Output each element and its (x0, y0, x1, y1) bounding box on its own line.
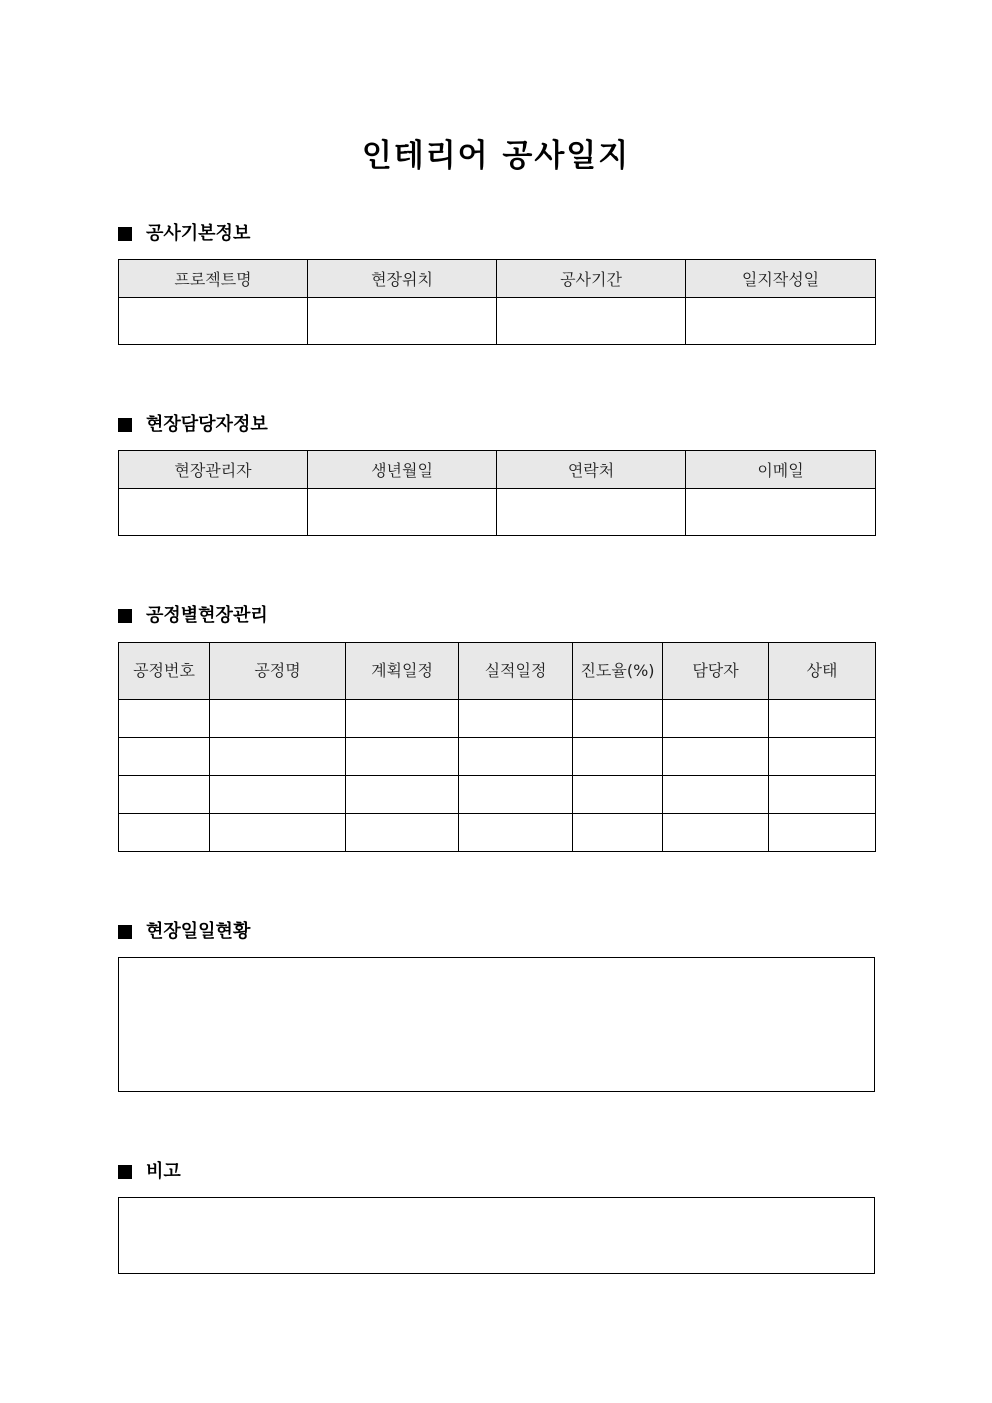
table-cell[interactable] (346, 700, 459, 738)
section-heading-basic-info (118, 222, 250, 246)
section-heading-label: 현장담당자정보 (146, 414, 268, 435)
cell-birth-date[interactable] (308, 489, 497, 536)
table-cell[interactable] (119, 776, 210, 814)
table-cell[interactable] (769, 814, 876, 852)
header-site-location: 현장위치 (308, 260, 497, 298)
header-status: 상태 (769, 643, 876, 700)
section-heading-daily-status (118, 920, 250, 944)
manager-info-table (118, 450, 876, 536)
black-square-icon (118, 418, 132, 432)
header-planned-schedule: 계획일정 (346, 643, 459, 700)
table-cell[interactable] (573, 700, 663, 738)
header-birth-date: 생년월일 (308, 451, 497, 489)
table-row (119, 776, 876, 814)
table-cell[interactable] (119, 814, 210, 852)
basic-info-table (118, 259, 876, 345)
black-square-icon (118, 227, 132, 241)
table-cell[interactable] (663, 738, 769, 776)
table-cell[interactable] (769, 738, 876, 776)
daily-status-box[interactable] (118, 957, 875, 1092)
table-cell[interactable] (663, 700, 769, 738)
table-row (119, 738, 876, 776)
cell-contact[interactable] (497, 489, 686, 536)
table-header-row (119, 260, 876, 298)
table-cell[interactable] (210, 814, 346, 852)
cell-project-name[interactable] (119, 298, 308, 345)
header-process-name: 공정명 (210, 643, 346, 700)
section-heading-label: 비고 (146, 1161, 181, 1182)
table-cell[interactable] (346, 814, 459, 852)
table-cell[interactable] (459, 776, 573, 814)
table-row (119, 814, 876, 852)
cell-email[interactable] (686, 489, 876, 536)
black-square-icon (118, 1165, 132, 1179)
cell-site-manager[interactable] (119, 489, 308, 536)
table-cell[interactable] (346, 738, 459, 776)
section-heading-label: 현장일일현황 (146, 921, 251, 942)
header-person-in-charge: 담당자 (663, 643, 769, 700)
black-square-icon (118, 609, 132, 623)
section-heading-label: 공사기본정보 (146, 223, 251, 244)
table-cell[interactable] (573, 776, 663, 814)
header-construction-period: 공사기간 (497, 260, 686, 298)
header-project-name: 프로젝트명 (119, 260, 308, 298)
table-cell[interactable] (119, 700, 210, 738)
table-cell[interactable] (769, 700, 876, 738)
table-cell[interactable] (210, 776, 346, 814)
remarks-box[interactable] (118, 1197, 875, 1274)
cell-construction-period[interactable] (497, 298, 686, 345)
section-heading-manager-info (118, 413, 268, 437)
table-cell[interactable] (573, 738, 663, 776)
table-row (119, 298, 876, 345)
header-email: 이메일 (686, 451, 876, 489)
table-cell[interactable] (663, 814, 769, 852)
table-cell[interactable] (663, 776, 769, 814)
table-cell[interactable] (119, 738, 210, 776)
section-heading-process-mgmt (118, 604, 268, 628)
table-row (119, 700, 876, 738)
table-header-row (119, 643, 876, 700)
header-site-manager: 현장관리자 (119, 451, 308, 489)
table-cell[interactable] (210, 738, 346, 776)
document-title: 인테리어 공사일지 (361, 138, 631, 174)
black-square-icon (118, 925, 132, 939)
header-actual-schedule: 실적일정 (459, 643, 573, 700)
header-process-number: 공정번호 (119, 643, 210, 700)
section-heading-remarks (118, 1160, 181, 1184)
cell-site-location[interactable] (308, 298, 497, 345)
table-cell[interactable] (459, 738, 573, 776)
table-row (119, 489, 876, 536)
table-cell[interactable] (573, 814, 663, 852)
cell-log-date[interactable] (686, 298, 876, 345)
table-cell[interactable] (769, 776, 876, 814)
process-mgmt-table (118, 642, 876, 852)
table-cell[interactable] (210, 700, 346, 738)
header-progress-rate: 진도율(%) (573, 643, 663, 700)
table-cell[interactable] (459, 700, 573, 738)
section-heading-label: 공정별현장관리 (146, 605, 268, 626)
header-contact: 연락처 (497, 451, 686, 489)
table-cell[interactable] (346, 776, 459, 814)
table-cell[interactable] (459, 814, 573, 852)
header-log-date: 일지작성일 (686, 260, 876, 298)
table-header-row (119, 451, 876, 489)
